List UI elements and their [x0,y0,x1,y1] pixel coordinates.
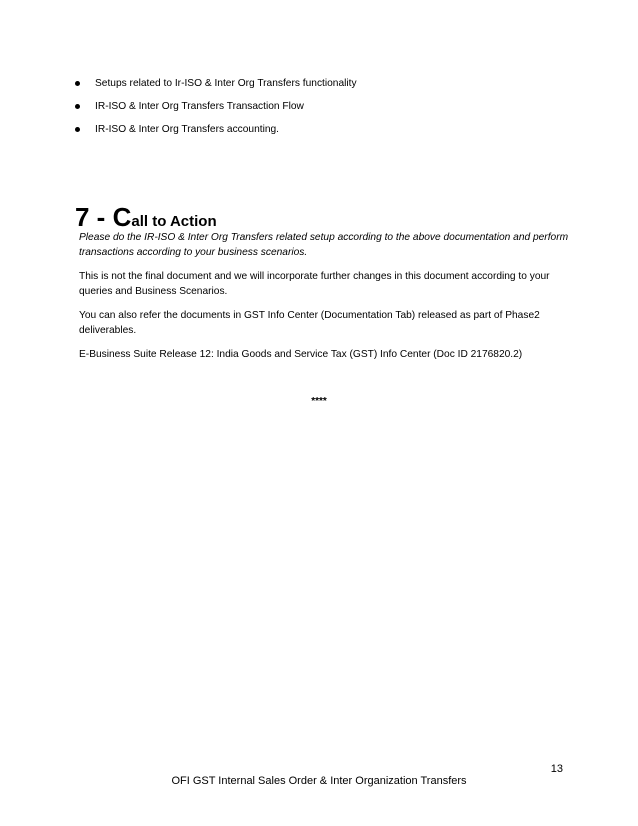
intro-paragraph: Please do the IR-ISO & Inter Org Transfers related setup according to the above documentation and perform transactions according to your business scenarios. [79,232,569,258]
ebs-reference-paragraph: E-Business Suite Release 12: India Goods and Service Tax (GST) Info Center (Doc ID 2176820.2) [79,349,523,360]
bullet-icon [75,104,80,109]
end-separator: **** [311,396,327,407]
list-item [75,123,357,136]
bullet-list [75,77,357,146]
not-final-paragraph: This is not the final document and we will incorporate further changes in this document according to your queries and Business Scenarios. [79,271,550,297]
bullet-icon [75,127,80,132]
section-title-rest: all to Action [131,213,217,230]
section-number: 7 - [75,202,113,232]
refer-docs-paragraph: You can also refer the documents in GST Info Center (Documentation Tab) released as part of Phase2 deliverables. [79,310,540,336]
bullet-text: IR-ISO & Inter Org Transfers Transaction Flow [95,101,304,112]
bullet-text: IR-ISO & Inter Org Transfers accounting. [95,124,280,135]
list-item [75,100,357,113]
section-body [79,230,569,371]
bullet-icon [75,81,80,86]
footer-title: OFI GST Internal Sales Order & Inter Organization Transfers [171,775,467,787]
bullet-text: Setups related to Ir-ISO & Inter Org Transfers functionality [95,78,357,89]
list-item [75,77,357,90]
page-number: 13 [550,763,563,775]
section-title-initial: C [112,202,132,232]
